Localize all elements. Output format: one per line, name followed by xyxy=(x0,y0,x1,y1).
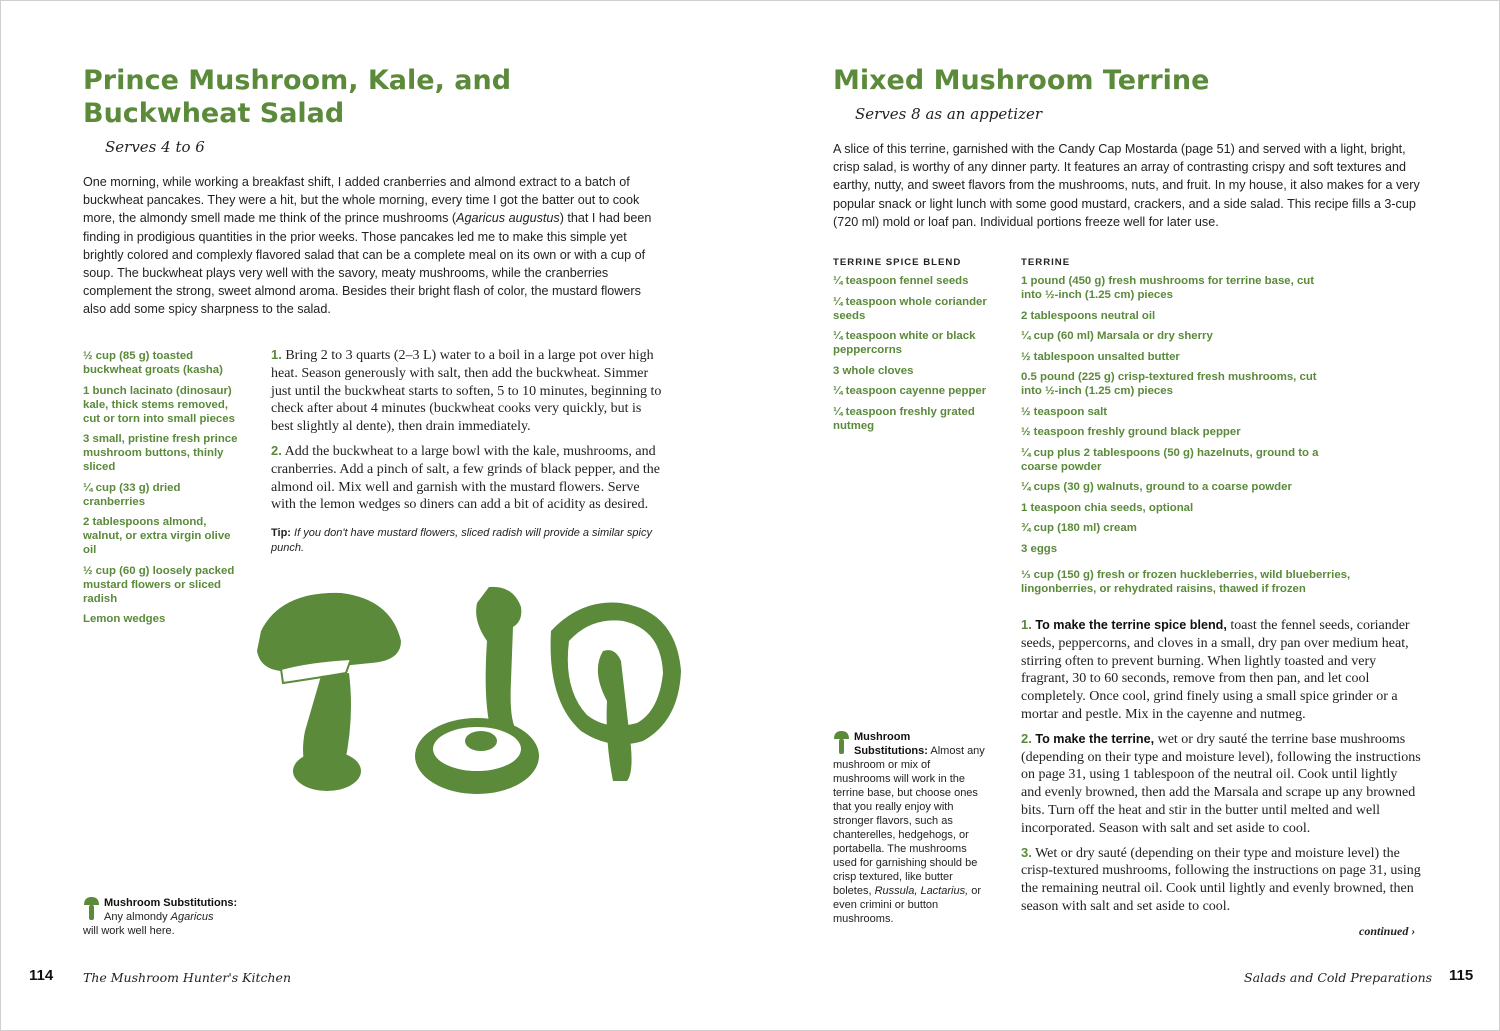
intro-text-b: ) that I had been finding in prodigious quantities in the prior weeks. Those pancakes led me to make this simple yet brightly colored and complexly flavored salad that can be a complete meal on its own or with a cup of soup. The buckwheat plays very well with the savory, meaty mushrooms, while the cranberries complement the strong, sweet almond aroma. Besides their bright flash of color, the mustard flowers also add some spicy sharpness to the salad. xyxy=(83,211,652,317)
substitutions-label: Mushroom Substitutions: xyxy=(104,897,238,909)
running-head: Salads and Cold Preparations xyxy=(1244,970,1433,985)
step-text: wet or dry sauté the terrine base mushrooms (depending on their type and moisture level), following the instructions on page 31, using 1 tablespoon of the neutral oil. Cook until lightly and evenly browned, then add the Marsala and scrape up any browned bits. Turn off the heat and stir in the butter until melted and well incorporated. Season with salt and set aside to cool. xyxy=(1021,731,1421,836)
serves-label: Serves 8 as an appetizer xyxy=(855,105,1043,123)
list-item: ½ teaspoon freshly ground black pepper xyxy=(1021,426,1241,438)
substitutions-text-a: Almost any mushroom or mix of mushrooms will work in the terrine base, but choose ones that you really enjoy with stronger flavors, such as chanterelles, hedgehogs, or portabella. The mushrooms used for garnishing should be crisp textured, like butter boletes, xyxy=(833,745,985,897)
method-step xyxy=(271,442,663,514)
list-item: 0.5 pound (225 g) crisp-textured fresh mushrooms, cut into ½-inch (1.25 cm) pieces xyxy=(1021,371,1317,397)
step-number: 3. xyxy=(1021,844,1032,860)
list-item: ¼ teaspoon fennel seeds xyxy=(833,275,969,287)
terrine-extra-list xyxy=(1021,568,1381,603)
recipe-title: Mixed Mushroom Terrine xyxy=(833,65,1210,96)
method-steps xyxy=(1021,616,1421,922)
step-number: 2. xyxy=(1021,730,1032,746)
step-number: 1. xyxy=(1021,617,1032,632)
list-item: ¼ teaspoon whole coriander seeds xyxy=(833,295,987,322)
method-steps xyxy=(271,346,663,520)
mushroom-middle xyxy=(415,587,539,794)
serves-label: Serves 4 to 6 xyxy=(105,138,205,156)
list-item: 1 bunch lacinato (dinosaur) kale, thick stems removed, cut or torn into small pieces xyxy=(83,384,235,425)
tip-note xyxy=(271,526,671,555)
step-text: Wet or dry sauté (depending on their type and moisture level) the crisp-textured mushrooms, following the instructions on page 31, using the remaining neutral oil. Cook until lightly and evenly browned, then season with salt and set aside to cool. xyxy=(1021,845,1421,914)
left-page xyxy=(1,1,751,1031)
intro-species: Agaricus augustus xyxy=(456,211,560,226)
page-number: 114 xyxy=(29,967,54,984)
mushroom-icon xyxy=(833,730,850,756)
continued-label: continued › xyxy=(1359,924,1416,938)
substitutions-species: Agaricus xyxy=(170,911,214,923)
list-item: 1 pound (450 g) fresh mushrooms for terrine base, cut into ½-inch (1.25 cm) pieces xyxy=(1021,275,1315,301)
list-item: ¼ cup plus 2 tablespoons (50 g) hazelnuts, ground to a coarse powder xyxy=(1021,446,1319,473)
terrine-list xyxy=(1021,274,1321,562)
tip-text: If you don't have mustard flowers, sliced radish will provide a similar spicy punch. xyxy=(271,527,652,554)
recipe-title xyxy=(83,64,643,130)
list-item: 3 eggs xyxy=(1021,542,1058,555)
list-item: 2 tablespoons almond, walnut, or extra virgin olive oil xyxy=(83,516,231,556)
intro-text-a: One morning, while working a breakfast shift, I added cranberries and almond extract to a batch of buckwheat pancakes. They were a hit, but the whole morning, every time I got the batter out to cook more, the almondy smell made me think of the prince mushrooms ( xyxy=(83,175,640,226)
mushroom-left xyxy=(257,593,401,791)
list-item: ¾ cup (180 ml) cream xyxy=(1021,522,1137,534)
list-item: ½ cup (85 g) toasted buckwheat groats (kasha) xyxy=(83,350,223,376)
substitutions-text-b: or even crimini or button mushrooms. xyxy=(833,885,981,925)
method-step xyxy=(1021,616,1421,724)
substitutions-species: Russula, Lactarius, xyxy=(874,885,969,897)
list-item: Lemon wedges xyxy=(83,613,166,625)
substitutions-text-a: Any almondy xyxy=(104,911,171,923)
running-head: The Mushroom Hunter's Kitchen xyxy=(83,970,292,985)
title-line-2: Buckwheat Salad xyxy=(83,98,345,129)
intro-paragraph: A slice of this terrine, garnished with the Candy Cap Mostarda (page 51) and served with a light, bright, crisp salad, is worthy of any dinner party. It features an array of contrasting crispy and soft textures and earthy, nutty, and sweet flavors from the mushrooms, nuts, and fruit. In my house, it also makes for a very popular snack or light lunch with some good mustard, crackers, and a side salad. This recipe fills a 3-cup (720 ml) mold or loaf pan. Individual portions freeze well for later use. xyxy=(833,142,1420,229)
intro-paragraph xyxy=(83,173,663,319)
list-item: ¼ teaspoon freshly grated nutmeg xyxy=(833,405,975,432)
step-number: 2. xyxy=(271,442,282,458)
list-item: 2 tablespoons neutral oil xyxy=(1021,309,1156,322)
list-item: ⅓ cup (150 g) fresh or frozen huckleberries, wild blueberries, lingonberries, or rehydrated raisins, thawed if frozen xyxy=(1021,569,1351,595)
title-line-1: Prince Mushroom, Kale, and xyxy=(83,65,512,96)
spice-blend-list xyxy=(833,274,993,439)
substitutions-note xyxy=(83,896,253,938)
list-item: ½ tablespoon unsalted butter xyxy=(1021,350,1180,363)
spice-blend-heading: TERRINE SPICE BLEND xyxy=(833,257,962,268)
list-item: ¼ cup (33 g) dried cranberries xyxy=(83,481,181,508)
step-text: toast the fennel seeds, coriander seeds, peppercorns, and cloves in a small, dry pan over medium heat, stirring often to prevent burning. When lightly toasted and very fragrant, 30 to 60 seconds, remove from then pan, and let cool completely. Once cool, grind finely using a small spice grinder or a mortar and pestle. Mix in the cayenne and nutmeg. xyxy=(1021,618,1410,722)
substitutions-label: Mushroom Substitutions: xyxy=(854,731,928,757)
mushroom-right xyxy=(551,603,681,781)
method-step xyxy=(1021,844,1421,916)
step-text: Bring 2 to 3 quarts (2–3 L) water to a boil in a large pot over high heat. Season generously with salt, then add the buckwheat. Simmer just until the buckwheat starts to soften, 5 to 10 minutes, beginning to check after about 4 minutes (buckwheat cooks very quickly, but is best slightly al dente), then drain immediately. xyxy=(271,348,662,435)
list-item: ¼ cups (30 g) walnuts, ground to a coarse powder xyxy=(1021,481,1292,493)
page-number: 115 xyxy=(1449,967,1474,984)
substitutions-text-b: will work well here. xyxy=(83,925,175,937)
list-item: ¼ teaspoon cayenne pepper xyxy=(833,385,987,397)
step-lead: To make the terrine, xyxy=(1035,731,1155,746)
step-number: 1. xyxy=(271,347,282,362)
substitutions-note xyxy=(833,730,985,926)
list-item: 3 small, pristine fresh prince mushroom buttons, thinly sliced xyxy=(83,433,238,473)
mushroom-illustration xyxy=(251,581,691,801)
list-item: 3 whole cloves xyxy=(833,364,914,377)
list-item: ½ teaspoon salt xyxy=(1021,405,1108,418)
list-item: 1 teaspoon chia seeds, optional xyxy=(1021,501,1194,514)
list-item: ¼ teaspoon white or black peppercorns xyxy=(833,330,976,356)
mushroom-icon xyxy=(83,896,100,922)
terrine-heading: TERRINE xyxy=(1021,257,1071,268)
step-lead: To make the terrine spice blend, xyxy=(1035,618,1227,632)
method-step xyxy=(271,346,663,436)
method-step xyxy=(1021,730,1421,838)
list-item: ¼ cup (60 ml) Marsala or dry sherry xyxy=(1021,330,1213,342)
right-page xyxy=(751,1,1500,1031)
tip-label: Tip: xyxy=(271,527,291,539)
step-text: Add the buckwheat to a large bowl with the kale, mushrooms, and cranberries. Add a pinch of salt, a few grinds of black pepper, and the almond oil. Mix well and garnish with the mustard flowers. Serve with the lemon wedges so diners can add a bit of acidity as desired. xyxy=(271,443,660,513)
ingredient-list xyxy=(83,349,243,633)
list-item: ½ cup (60 g) loosely packed mustard flowers or sliced radish xyxy=(83,564,235,605)
